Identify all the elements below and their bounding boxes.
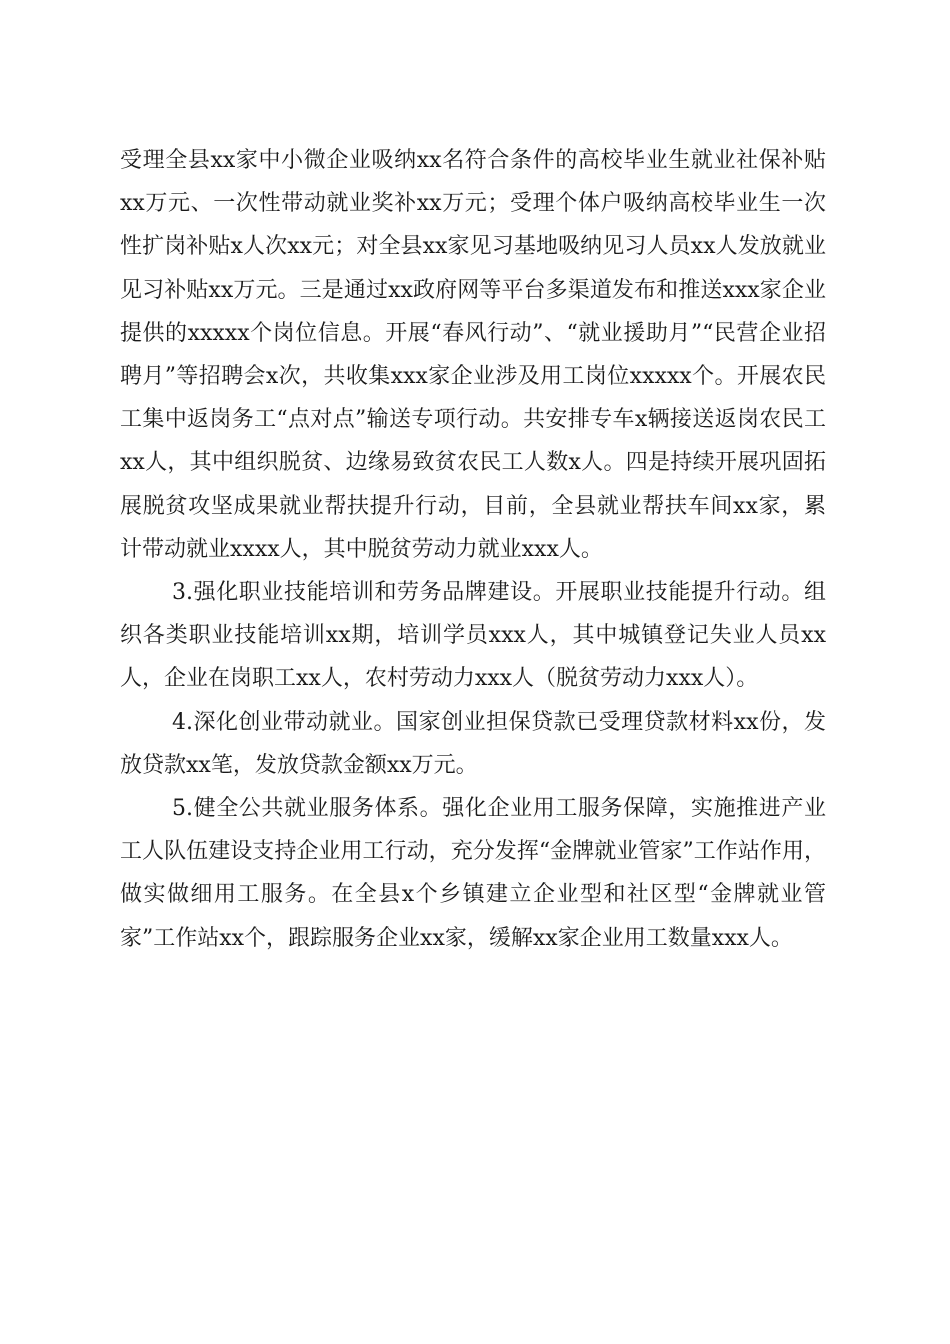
paragraph-continuation: 受理全县xx家中小微企业吸纳xx名符合条件的高校毕业生就业社保补贴xx万元、一次性带动就业奖补xx万元；受理个体户吸纳高校毕业生一次性扩岗补贴x人次xx元；对全县xx家见习基地吸纳见习人员xx人发放就业见习补贴xx万元。三是通过xx政府网等平台多渠道发布和推送xxx家企业提供的xxxxx个岗位信息。开展“春风行动”、“就业援助月”“民营企业招聘月”等招聘会x次，共收集xxx家企业涉及用工岗位xxxxx个。开展农民工集中返岗务工“点对点”输送专项行动。共安排专车x辆接送返岗农民工xx人，其中组织脱贫、边缘易致贫农民工人数x人。四是持续开展巩固拓展脱贫攻坚成果就业帮扶提升行动，目前，全县就业帮扶车间xx家，累计带动就业xxxx人，其中脱贫劳动力就业xxx人。 [120,148,826,562]
document-body [120,139,826,960]
paragraph-skills-training: 3.强化职业技能培训和劳务品牌建设。开展职业技能提升行动。组织各类职业技能培训xx期，培训学员xxx人，其中城镇登记失业人员xx人，企业在岗职工xx人，农村劳动力xxx人（脱贫劳动力xxx人）。 [120,580,826,692]
paragraph-entrepreneurship: 4.深化创业带动就业。国家创业担保贷款已受理贷款材料xx份，发放贷款xx笔，发放贷款金额xx万元。 [120,709,826,778]
paragraph-public-services: 5.健全公共就业服务体系。强化企业用工服务保障，实施推进产业工人队伍建设支持企业用工行动，充分发挥“金牌就业管家”工作站作用，做实做细用工服务。在全县x个乡镇建立企业型和社区型“金牌就业管家”工作站xx个，跟踪服务企业xx家，缓解xx家企业用工数量xxx人。 [120,796,826,951]
